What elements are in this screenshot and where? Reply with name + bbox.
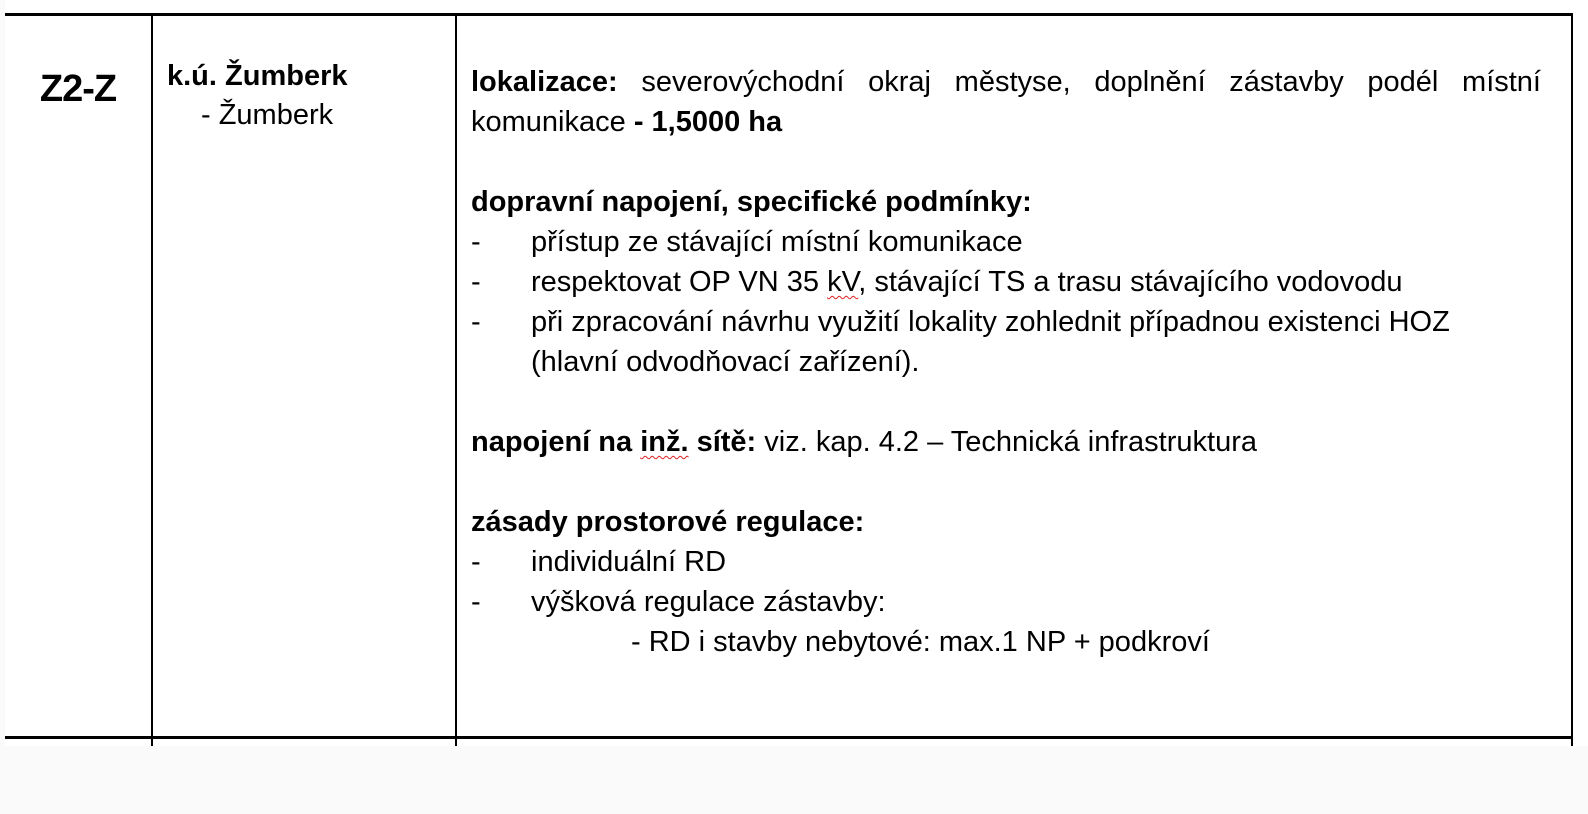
regulation-heading: zásady prostorové regulace: <box>471 506 865 538</box>
traffic-item <box>471 262 1541 302</box>
column-divider <box>151 16 153 746</box>
cadastral-area: k.ú. Žumberk <box>167 60 348 92</box>
traffic-heading: dopravní napojení, specifické podmínky: <box>471 186 1032 218</box>
dash-bullet: - <box>471 546 481 578</box>
localization-text: severovýchodní okraj městyse, doplnění zástavby podél místní komunikace <box>471 66 1541 138</box>
localization-label: lokalizace: <box>471 66 618 98</box>
cadastral-area-cell <box>167 16 447 135</box>
regulation-table <box>5 13 1573 746</box>
document-page <box>5 0 1588 746</box>
spellcheck-flagged-word: kV <box>827 266 859 298</box>
locality-code: Z2-Z <box>39 68 117 110</box>
dash-bullet: - <box>471 266 481 298</box>
description-cell <box>471 16 1541 662</box>
traffic-item <box>471 222 1541 262</box>
dash-bullet: - <box>471 306 481 338</box>
utilities-label: sítě: <box>688 426 757 458</box>
traffic-item-text: , stávající TS a trasu stávajícího vodovodu <box>858 266 1403 298</box>
traffic-item-text: respektovat OP VN 35 <box>531 266 828 298</box>
row-divider <box>5 736 1571 739</box>
traffic-item <box>471 302 1541 382</box>
localization-paragraph <box>471 62 1541 142</box>
utilities-text: viz. kap. 4.2 – Technická infrastruktura <box>756 426 1257 458</box>
dash-bullet: - <box>471 226 481 258</box>
spellcheck-flagged-word: inž. <box>640 426 689 458</box>
regulation-item-text: výšková regulace zástavby: <box>531 586 886 618</box>
regulation-item <box>471 542 1541 582</box>
municipality-part: - Žumberk <box>201 99 334 131</box>
traffic-item-text: při zpracování návrhu využití lokality zohlednit případnou existenci HOZ (hlavní odvodňovací zařízení). <box>531 306 1450 378</box>
traffic-item-text: přístup ze stávající místní komunikace <box>531 226 1023 258</box>
column-divider <box>455 16 457 746</box>
dash-bullet: - <box>471 586 481 618</box>
area-size: - 1,5000 ha <box>633 106 783 138</box>
regulation-item <box>471 582 1541 622</box>
utilities-paragraph <box>471 422 1541 462</box>
utilities-label: napojení na <box>471 426 641 458</box>
regulation-item-text: individuální RD <box>531 546 727 578</box>
regulation-subitem: - RD i stavby nebytové: max.1 NP + podkroví <box>631 626 1210 658</box>
